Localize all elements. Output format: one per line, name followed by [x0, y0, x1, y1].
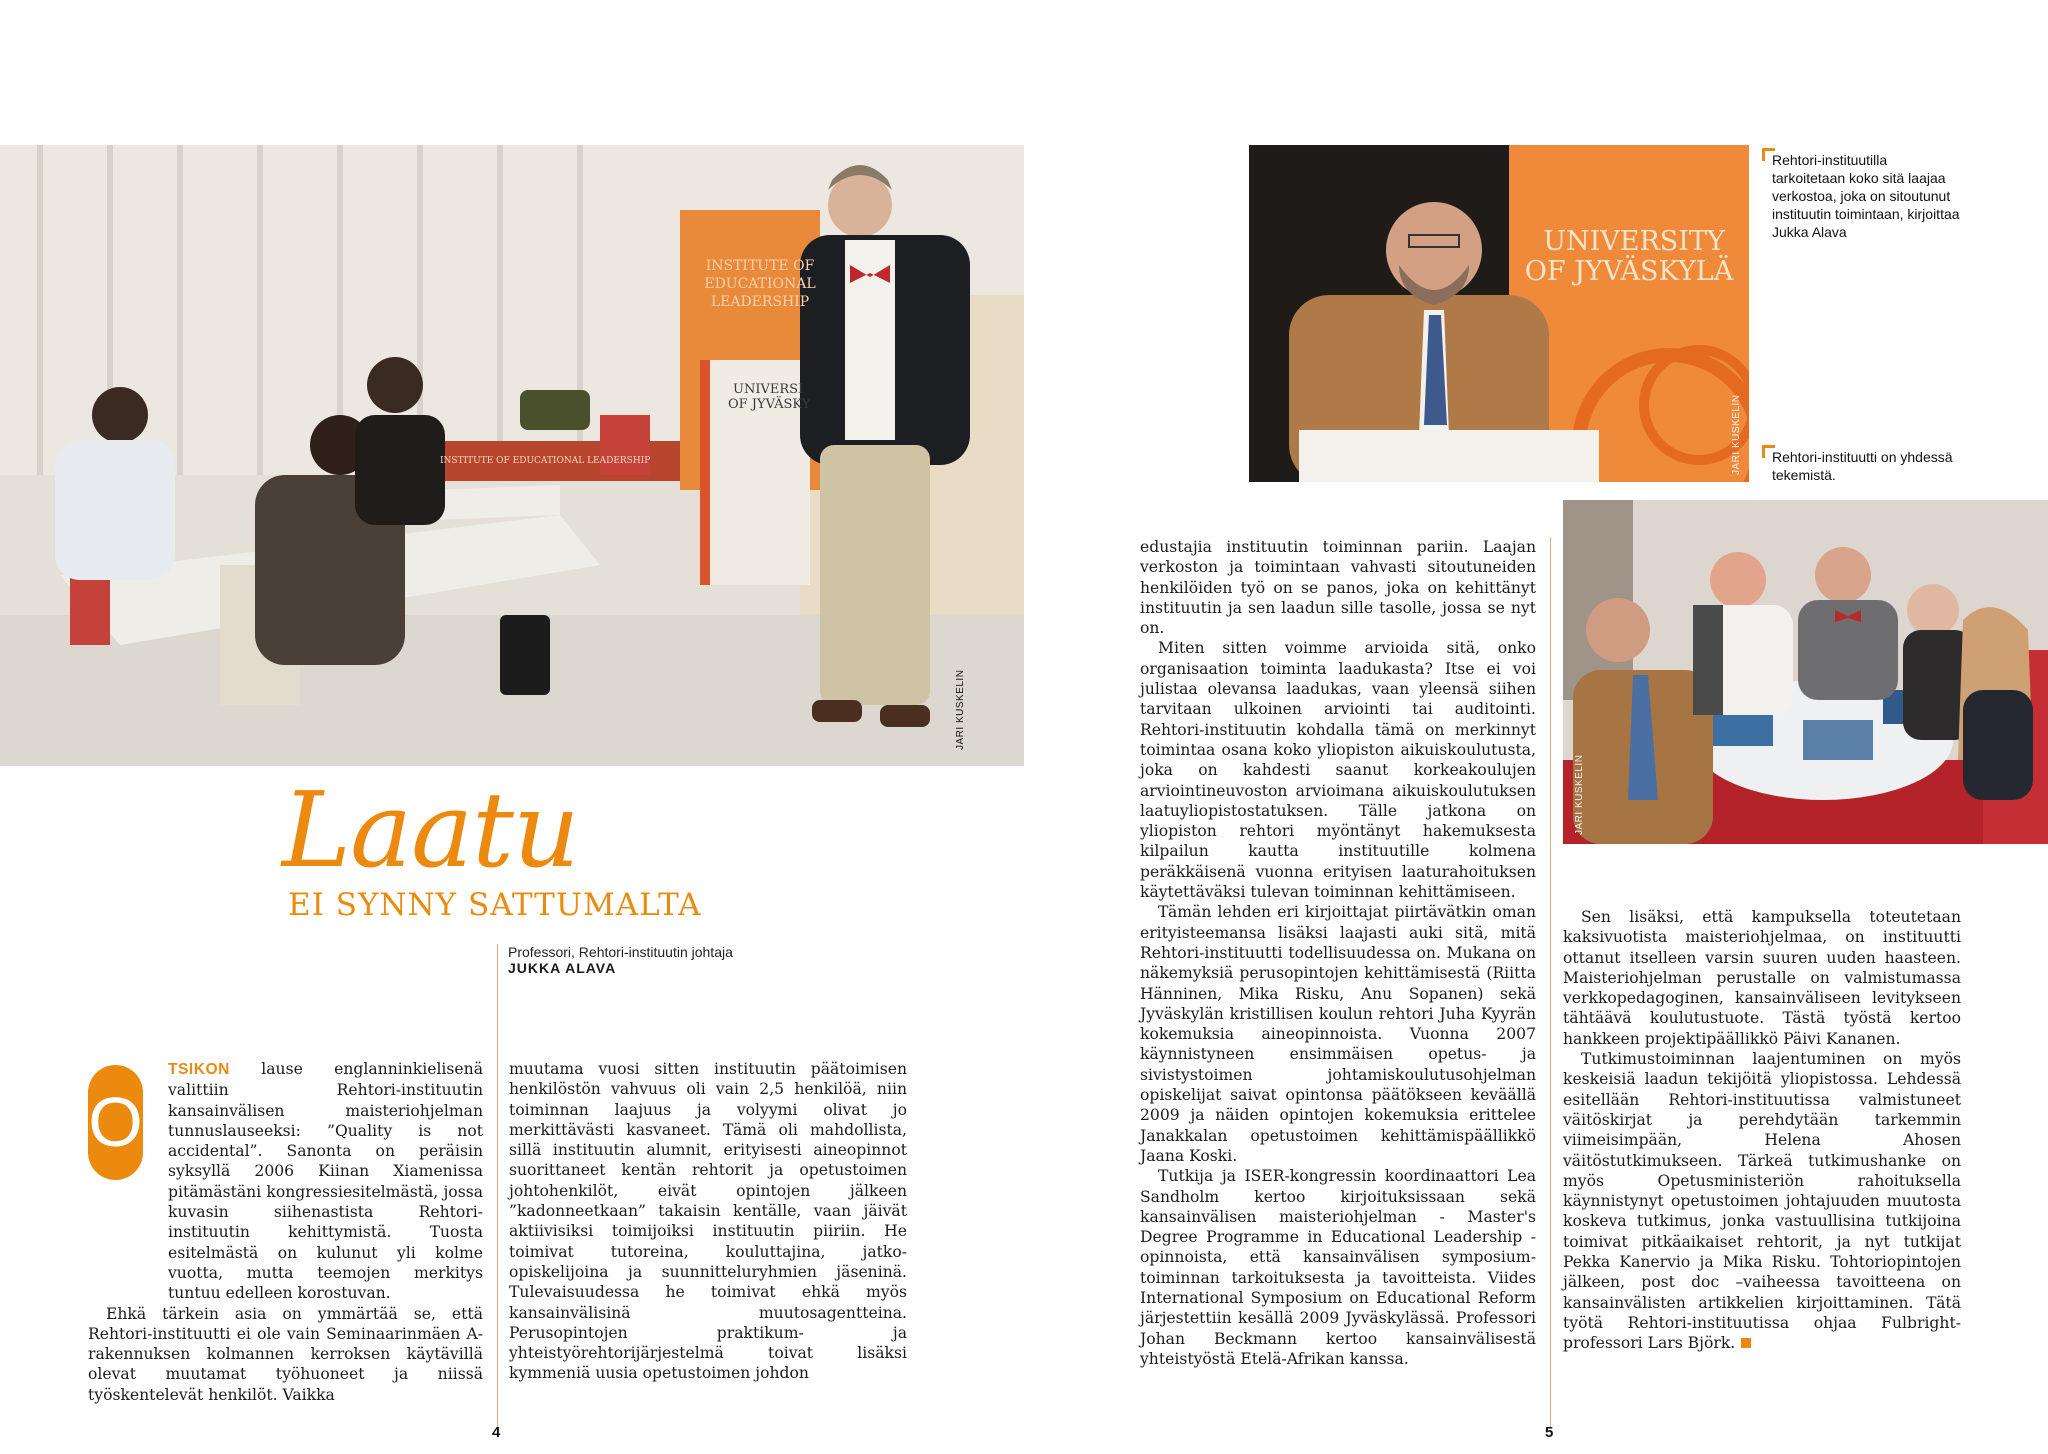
speaker-photo — [1249, 145, 1749, 482]
col3-paragraph-1: edustajia instituutin toiminnan pariin. Laajan verkoston ja toimintaan vahvasti sitoutuneiden henkilöiden työ on se panos, joka on kehittänyt instituutin ja sen laadun sille tasolle, jossa se nyt on. — [1140, 538, 1536, 638]
col4-paragraph-2-wrap — [1563, 1049, 1961, 1353]
classroom-photo — [0, 145, 1024, 766]
page-number-right: 5 — [1545, 1424, 1554, 1441]
col3-paragraph-3: Tämän lehden eri kirjoittajat piirtävätkin oman erityisteemansa lisäksi laajasti auki sitä, mitä Rehtori-instituutti todellisuudessa on. Mukana on näkemyksiä perusopintojen kehittämisestä (Riitta Hänninen, Mika Risku, Anu Sopanen) sekä Jyväskylän kristillisen koulun rehtori Juha Kyyrän kokemuksia aineopinnoista. Vuonna 2007 käynnistyneen ensimmäisen opetus- ja sivistystoimen johtamiskoulutusohjelman opiskelijat saivat opintonsa päätökseen keväällä 2009 ja näiden opintojen kokemuksia erittelee Janakkalan opetustoimen kehittämispäällikkö Jaana Koski. — [1140, 903, 1536, 1165]
article-title: Laatu — [282, 769, 579, 891]
author-name: JUKKA ALAVA — [508, 960, 617, 976]
banner-line-2: EDUCATIONAL — [704, 276, 816, 292]
banner-line-3: LEADERSHIP — [710, 294, 810, 310]
column-rule-left — [497, 1340, 498, 1435]
column-4 — [1563, 907, 1961, 1354]
meeting-photo — [1563, 500, 2048, 844]
column-rule-right — [1550, 537, 1551, 1427]
article-subtitle: EI SYNNY SATTUMALTA — [288, 887, 702, 923]
end-mark-icon — [1741, 1338, 1751, 1348]
speaker-banner-line-2: OF JYVÄSKYLÄ — [1524, 256, 1734, 287]
col1-paragraph-2: Ehkä tärkein asia on ymmärtää se, että Rehtori-instituutti ei ole vain Seminaarinmäen A-rakennuksen kolmannen kerroksen käytävillä olevat muutamat työhuoneet ja niissä työskentelevät henkilöt. Vaikka — [88, 1304, 483, 1404]
podium-line-1: UNIVERSI — [733, 382, 804, 397]
col2-paragraph-1: muutama vuosi sitten instituutin päätoimisen henkilöstön vahvuus oli vain 2,5 henkilöä, niin toiminnan laajuus ja volyymi olivat jo merkittävästi kasvaneet. Tämä oli mahdollista, sillä instituutin alumnit, erityisesti aineopinnot suorittaneet kentän rehtorit ja opetustoimen johtohenkilöt, eivät opintojen jälkeen ”kadonneetkaan” takaisin kentälle, vaan jäivät aktiivisiksi toimijoiksi instituutin piiriin. He toimivat tutoreina, kouluttajina, jatko-opiskelijoina ja suunnitteluryhmien jäseninä. Tulevaisuudessa he toimivat ehkä myös kansainvälisinä muutosagentteina. Perusopintojen praktikum- ja yhteistyörehtorijärjestelmä toivat lisäksi kymmeniä uusia opetustoimen johdon — [509, 1060, 907, 1383]
col4-paragraph-2: Tutkimustoiminnan laajentuminen on myös keskeisiä laadun tekijöitä yliopistossa. Lehdessä esitellään Rehtori-instituutissa valmistuneet väitöskirjat ja perehdytään tarkemmin viimeisimpään, Helena Ahosen väitöstutkimukseen. Tärkeä tutkimushanke on myös Opetusministeriön rahoituksella käynnistynyt opetustoimen johtajuuden muutosta koskeva tutkimus, jonka vastuullisina tutkijoina toimivat pitkäaikaiset rehtorit, ja nyt tutkijat Pekka Kanervio ja Mika Risku. Tohtoriopintojen jälkeen, post doc –vaiheessa tavoitteena on kansainvälisten artikkelien kirjoittaminen. Tätä työtä Rehtori-instituutissa ohjaa Fulbright-professori Lars Björk. — [1563, 1050, 1961, 1353]
desk-text: INSTITUTE OF EDUCATIONAL LEADERSHIP — [440, 456, 651, 466]
col1-paragraph-1: lause englanninkielisenä valittiin Rehtori-instituutin kansainvälisen maisteriohjelman tunnuslauseeksi: ”Quality is not accidental”. Sanonta on peräisin syksyllä 2006 Kiinan Xiamenissa pitämästäni kongressiesitelmästä, jossa kuvasin siihenastista Rehtori-instituutin kehittymistä. Tuosta esitelmästä on kulunut yli kolme vuotta, mutta teemojen merkitys tuntuu edelleen korostuvan. — [168, 1060, 483, 1303]
column-2 — [509, 1059, 907, 1384]
column-3 — [1140, 537, 1536, 1369]
col4-paragraph-1: Sen lisäksi, että kampuksella toteutetaan kaksivuotista maisteriohjelmaa, on instituutti ottanut itselleen varsin suuren uuden haasteen. Maisteriohjelman perustalle on valmistumassa verkkopedagoginen, kansainväliseen levitykseen tähtäävä koulutustuote. Tästä työstä kertoo hankkeen projektipäällikkö Päivi Kananen. — [1563, 908, 1961, 1048]
photo-credit-top: JARI KUSKELIN — [1731, 394, 1742, 475]
podium-line-2: OF JYVÄSKY — [728, 397, 811, 412]
photo-credit-main: JARI KUSKELIN — [955, 669, 966, 750]
col3-paragraph-4: Tutkija ja ISER-kongressin koordinaattori Lea Sandholm kertoo kirjoituksissaan sekä kansainvälisen maisteriohjelman - Master's Degree Programme in Educational Leadership - opinnoista, että kansainvälisen symposium-toiminnan tarkoituksesta ja tavoitteista. Viides International Symposium on Educational Reform järjestettiin kesällä 2009 Jyväskylässä. Professori Johan Beckmann kertoo kansainvälisestä yhteistyöstä Etelä-Afrikan kanssa. — [1140, 1167, 1536, 1368]
drop-cap: O — [88, 1065, 143, 1180]
lead-word: TSIKON — [168, 1061, 230, 1078]
author-role: Professori, Rehtori-instituutin johtaja — [508, 944, 733, 960]
speaker-banner-line-1: UNIVERSITY — [1543, 226, 1725, 257]
col1-paragraph-1-start — [88, 1059, 483, 1304]
page-number-left: 4 — [492, 1424, 501, 1441]
photo-credit-bottom: JARI KUSKELIN — [1574, 754, 1585, 835]
col3-paragraph-2: Miten sitten voimme arvioida sitä, onko organisaation toiminta laadukasta? Itse ei voi julistaa olevansa laadukas, vaan yleensä siihen tarvitaan ulkoinen arviointi tai auditointi. Rehtori-instituutin kohdalla tämä on merkinnyt toimintaa osana koko yliopiston aikuiskoulutusta, joka on kahdesti saanut korkeakoulujen arviointineuvoston arvioimana aikuiskoulutuksen laatuyliopistostatuksen. Tälle jatkona on yliopiston rehtori myöntänyt hakemuksesta kilpailun kautta instituutille kolmena peräkkäisenä vuonna erityisen laaturahoituksen käytettäväksi tulevan toiminnan kehittämiseen. — [1140, 639, 1536, 902]
caption-bottom: Rehtori-instituutti on yhdessä tekemistä. — [1764, 448, 1964, 484]
column-1 — [88, 1059, 483, 1405]
banner-line-1: INSTITUTE OF — [705, 258, 815, 274]
caption-top: Rehtori-instituutilla tarkoitetaan koko sitä laajaa verkostoa, joka on sitoutunut instituutin toimintaan, kirjoittaa Jukka Alava — [1764, 151, 1964, 241]
